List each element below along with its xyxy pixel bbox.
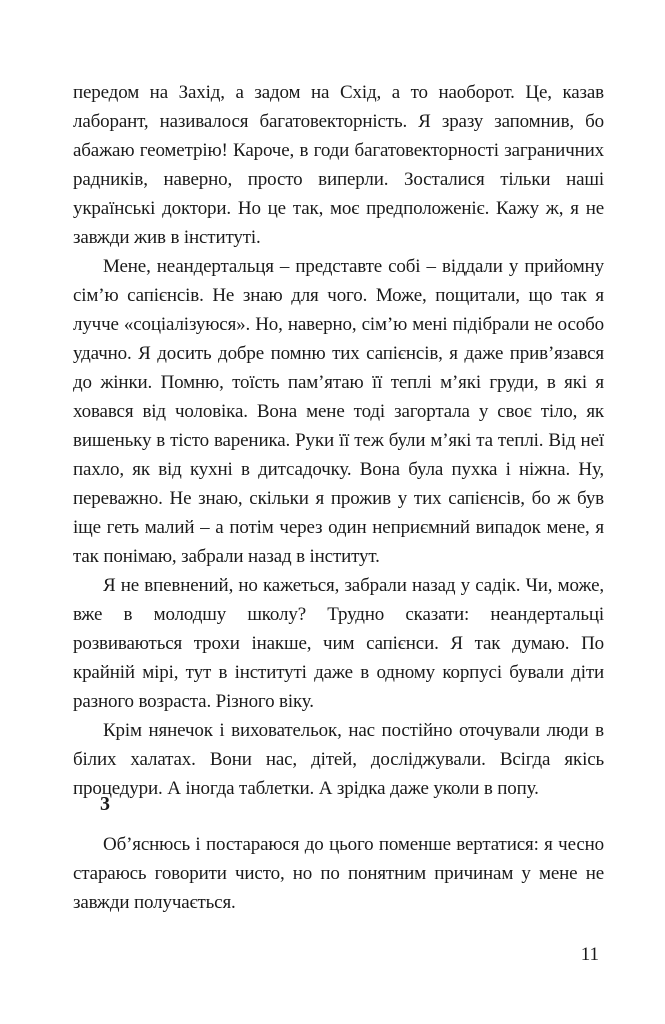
chapter-number: 3 bbox=[100, 793, 110, 815]
body-text-top bbox=[73, 78, 604, 803]
body-text-bottom bbox=[73, 830, 604, 917]
page-number: 11 bbox=[580, 944, 599, 965]
paragraph: Я не впевнений, но кажеться, забрали назад у садік. Чи, може, вже в молодшу школу? Трудно сказати: неандертальці розвиваються трохи інакше, чим сапієнси. Я так думаю. По крайній мірі, тут в інституті даже в одному корпусі бували діти разного возраста. Різного віку. bbox=[73, 575, 604, 712]
paragraph: Крім нянечок і виховательок, нас постійно оточували люди в білих халатах. Вони нас, дітей, досліджували. Всігда якісь процедури. А іногда таблетки. А зрідка даже уколи в попу. bbox=[73, 720, 604, 799]
paragraph: Об’яснюсь і постараюся до цього поменше вертатися: я чесно стараюсь говорити чисто, но по понятним причинам у мене не завжди получається. bbox=[73, 834, 604, 913]
paragraph: Мене, неандертальця – представте собі – віддали у прийомну сім’ю сапієнсів. Не знаю для чого. Може, пощитали, що так я лучче «соціалізуюся». Но, наверно, сім’ю мені підібрали не особо удачно. Я досить добре помню тих сапієнсів, я даже прив’язався до жінки. Помню, тоїсть пам’ятаю її теплі м’які груди, в які я ховався від чоловіка. Вона мене тоді загортала у своє тіло, як вишеньку в тісто вареника. Руки її теж були м’які та теплі. Від неї пахло, як від кухні в дитсадочку. Вона була пухка і ніжна. Ну, переважно. Не знаю, скільки я прожив у тих сапієнсів, бо ж був іще геть малий – а потім через один неприємний випадок мене, я так понімаю, забрали назад в інститут. bbox=[73, 256, 604, 567]
paragraph: передом на Захід, а задом на Схід, а то наоборот. Це, казав лаборант, називалося багатовекторність. Я зразу запомнив, бо абажаю геометрію! Кароче, в годи багатовекторності заграничних радників, наверно, просто виперли. Зосталися тільки наші українські доктори. Но це так, моє предположеніє. Кажу ж, я не завжди жив в інституті. bbox=[73, 82, 604, 248]
